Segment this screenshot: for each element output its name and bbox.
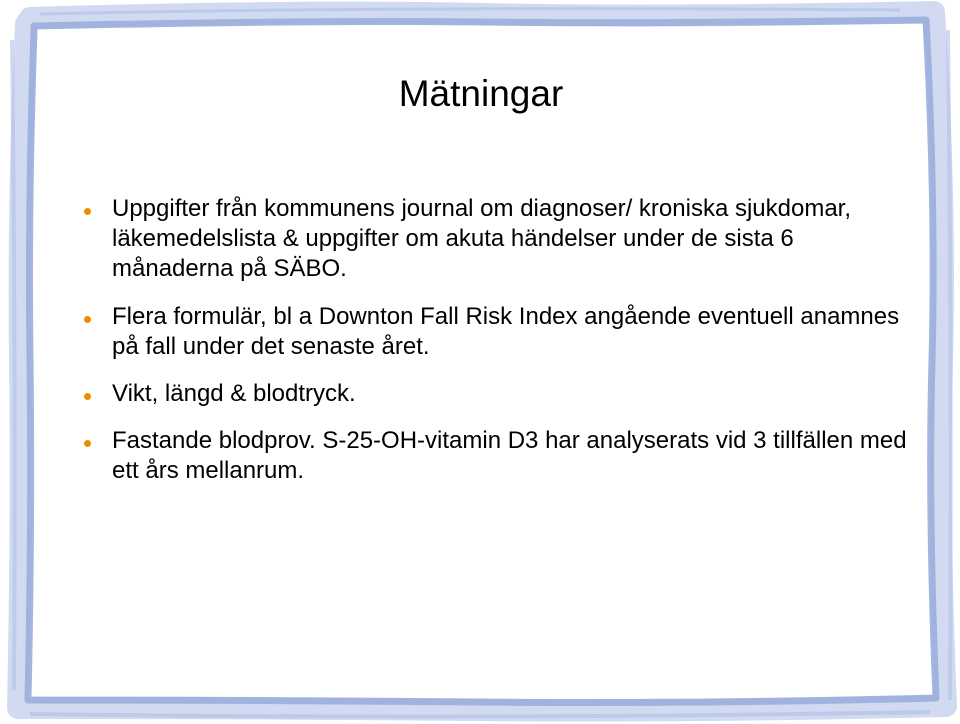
bullet-item [80, 379, 920, 409]
bullet-text: Vikt, längd & blodtryck. [112, 380, 356, 407]
bullet-dot-icon [84, 316, 91, 323]
bullet-text: Flera formulär, bl a Downton Fall Risk Index angående eventuell anamnes på fall under det senaste året. [112, 303, 900, 360]
bullet-dot-icon [84, 440, 91, 447]
bullet-text: Fastande blodprov. S-25-OH-vitamin D3 har analyserats vid 3 tillfällen med ett års mellanrum. [112, 427, 907, 484]
bullet-item [80, 426, 920, 486]
bullet-item [80, 194, 920, 284]
bullet-item [80, 302, 920, 362]
bullet-text: Uppgifter från kommunens journal om diagnoser/ kroniska sjukdomar, läkemedelslista & uppgifter om akuta händelser under de sista 6 månaderna på SÄBO. [112, 195, 852, 282]
bullet-dot-icon [84, 393, 91, 400]
bullet-dot-icon [84, 208, 91, 215]
bullet-list [80, 194, 920, 504]
slide-title: Mätningar [398, 73, 564, 114]
